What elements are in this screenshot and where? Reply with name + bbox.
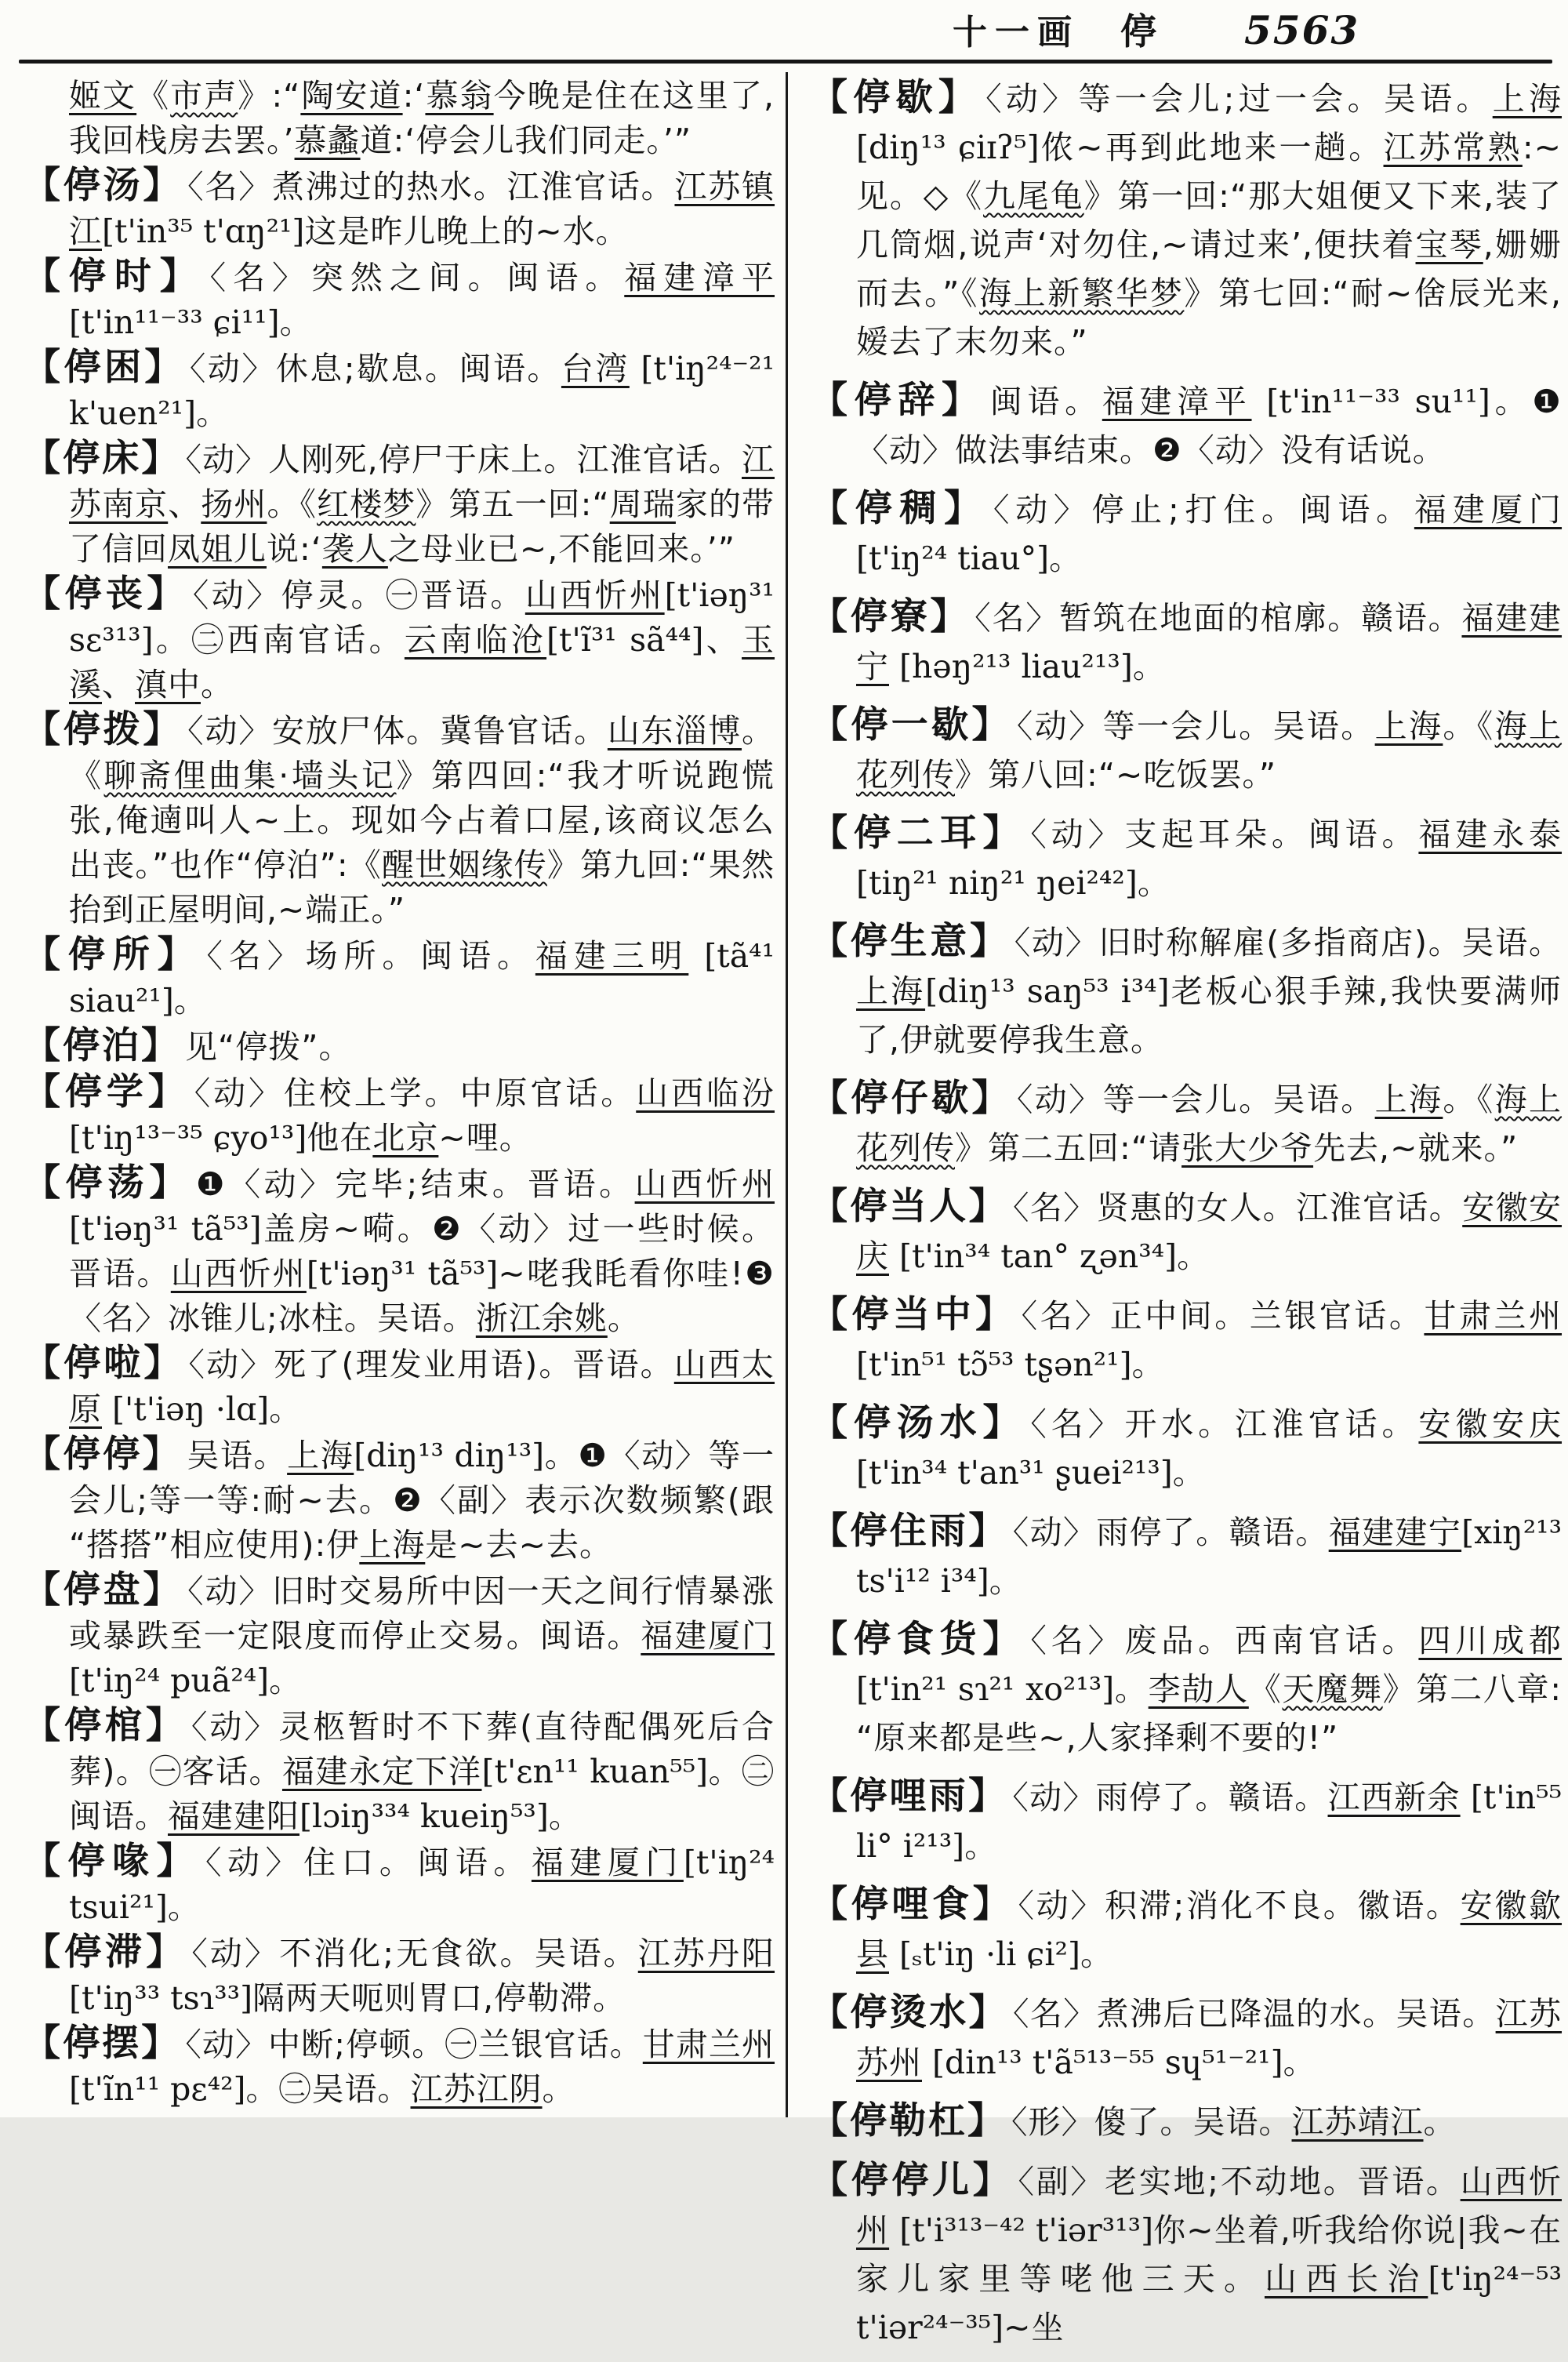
book-title: 醒世姻缘传 <box>381 846 547 884</box>
definition-text: 〈名〉贤惠的女人。江淮官话。 <box>1013 1189 1463 1226</box>
definition-text: 这是昨儿晚上的~水。 <box>304 213 629 250</box>
dict-entry <box>811 1772 1562 1870</box>
definition-text: 闽语。 <box>989 383 1102 420</box>
dict-entry <box>24 707 775 932</box>
definition-text: 。 <box>1132 648 1166 685</box>
proper-noun: 上海 <box>1374 1081 1443 1118</box>
phonetic-transcription: [t'ĩ³¹ sã⁴⁴] <box>546 621 704 659</box>
definition-text: 。❶〈动〉做法事结束。❷〈动〉没有话说。 <box>856 383 1563 469</box>
entry-headword: 【停寮】 <box>811 595 971 638</box>
header-rule <box>19 60 1552 64</box>
definition-text: 。《 <box>1443 1081 1495 1118</box>
proper-noun: 福建建阳 <box>168 1797 299 1835</box>
phonetic-transcription: [tã⁴¹ siau²¹] <box>69 937 775 1019</box>
phonetic-transcription: [t'in¹¹⁻³³ su¹¹] <box>1251 383 1490 420</box>
definition-text: 》第五一回:“ <box>416 485 610 523</box>
definition-text: 〈动〉住校上学。中原官话。 <box>194 1074 637 1112</box>
entry-headword: 【停一歇】 <box>811 703 1012 747</box>
entry-headword: 【停盘】 <box>24 1568 183 1612</box>
proper-noun: 周瑞 <box>609 485 676 523</box>
proper-noun: 台湾 <box>561 350 630 387</box>
dict-entry <box>811 593 1562 691</box>
definition-text: 《 <box>136 77 171 114</box>
definition-text: 〈形〉傻了。吴语。 <box>1011 2103 1292 2141</box>
definition-text: 。 <box>279 303 313 341</box>
proper-noun: 陶安道 <box>300 77 403 114</box>
definition-text: 〈动〉住口。闽语。 <box>205 1844 532 1881</box>
definition-text: 见“停拨”。 <box>185 1028 352 1066</box>
dict-entry <box>24 163 775 254</box>
dict-entry-continuation <box>24 74 775 163</box>
definition-text: 〈副〉老实地;不动地。晋语。 <box>1018 2163 1461 2200</box>
entry-headword: 【停所】 <box>24 933 202 976</box>
proper-noun: 安徽安庆 <box>1418 1405 1563 1443</box>
book-title: 九尾龟 <box>983 177 1084 215</box>
definition-text: 〈动〉安放尸体。冀鲁官话。 <box>187 712 608 750</box>
definition-text: 。 <box>607 1299 641 1337</box>
definition-text: 。㊁西南官话。 <box>153 621 405 659</box>
definition-text: 〈动〉人刚死,停尸于床上。江淮官话。 <box>185 441 742 478</box>
entry-headword: 【停二耳】 <box>811 812 1026 855</box>
definition-text: 〈名〉正中间。兰银官话。 <box>1021 1297 1425 1335</box>
definition-text: ~哩。 <box>438 1119 532 1157</box>
proper-noun: 上海 <box>1492 80 1563 118</box>
dict-entry <box>24 1703 775 1839</box>
definition-text: 先去,~就来。” <box>1313 1129 1519 1167</box>
definition-text: 。 <box>167 1888 201 1926</box>
definition-text: 。 <box>989 1562 1022 1600</box>
entry-headword: 【停食货】 <box>811 1618 1026 1661</box>
proper-noun: 江西新余 <box>1327 1779 1461 1816</box>
definition-text: 。 <box>1423 2103 1457 2141</box>
dict-entry <box>811 485 1562 583</box>
dict-entry <box>24 1432 775 1568</box>
phonetic-transcription: [t'iəŋ³¹ tã⁵³] <box>69 1210 262 1248</box>
dict-entry <box>811 2157 1562 2352</box>
proper-noun: 山西忻州 <box>634 1165 775 1203</box>
proper-noun: 福建漳平 <box>624 259 775 296</box>
definition-text: 。 <box>173 982 207 1019</box>
definition-text: 盖房~嗬。❷〈动〉过一些时候。晋语。 <box>69 1210 775 1292</box>
phonetic-transcription: [xiŋ²¹³ ts'i¹² i³⁴] <box>856 1513 1563 1600</box>
definition-text: 。 <box>1177 1237 1210 1275</box>
entry-headword: 【停停儿】 <box>811 2159 1014 2202</box>
proper-noun: 福建厦门 <box>1414 491 1563 529</box>
phonetic-transcription: [t'iəŋ³¹ tã⁵³] <box>306 1255 499 1292</box>
phonetic-transcription: [t'i³¹³⁻⁴² t'iər³¹³] <box>889 2211 1154 2249</box>
proper-noun: 福建永泰 <box>1418 816 1563 853</box>
entry-headword: 【停勒杠】 <box>811 2099 1007 2142</box>
entry-headword: 【停哩雨】 <box>811 1775 1008 1818</box>
dict-entry <box>24 2021 775 2112</box>
running-head <box>953 3 1359 55</box>
phonetic-transcription: [t'ĩn¹¹ pɛ⁴²] <box>69 2070 246 2108</box>
definition-text: 〈名〉场所。闽语。 <box>206 937 535 975</box>
entry-headword: 【停啦】 <box>24 1342 184 1385</box>
definition-text: 他在 <box>307 1119 373 1157</box>
proper-noun: 四川成都 <box>1418 1622 1563 1659</box>
proper-noun: 上海 <box>287 1437 354 1474</box>
definition-text: 、 <box>703 621 742 659</box>
phonetic-transcription: [həŋ²¹³ liau²¹³] <box>889 648 1133 685</box>
definition-text: 。 <box>196 394 230 432</box>
phonetic-transcription: [t'iŋ²⁴⁻⁵³ t'iər²⁴⁻³⁵] <box>856 2260 1563 2346</box>
dict-entry <box>811 1291 1562 1389</box>
definition-text: ❶〈动〉完毕;结束。晋语。 <box>195 1165 635 1203</box>
dict-entry <box>24 1070 775 1161</box>
definition-text: 。《 <box>69 712 775 794</box>
proper-noun: 扬州 <box>201 485 267 523</box>
entry-headword: 【停困】 <box>24 346 185 389</box>
proper-noun: 山西长治 <box>1264 2260 1428 2298</box>
definition-text: 》第四回:“我才听说跑慌张,俺遖叫人~上。现如今占着口屋,该商议怎么出丧。”也作“停泊”:《 <box>69 757 775 884</box>
dict-entry <box>811 376 1562 474</box>
definition-text: 》第七回:“耐~倽辰光来,嫒去了末勿来。” <box>856 274 1562 361</box>
definition-text: 。 <box>269 1662 303 1699</box>
definition-text: 。 <box>1283 2044 1316 2081</box>
definition-text: 〈动〉雨停了。赣语。 <box>1012 1513 1329 1551</box>
entry-headword: 【停滞】 <box>24 1931 187 1974</box>
dict-entry <box>24 1930 775 2021</box>
proper-noun: 张大少爷 <box>1181 1129 1314 1167</box>
entry-headword: 【停生意】 <box>811 920 1010 963</box>
dict-entry <box>24 932 775 1023</box>
definition-text: 。 <box>1137 864 1171 902</box>
entry-headword: 【停棺】 <box>24 1704 187 1747</box>
entry-headword: 【停仔歇】 <box>811 1077 1012 1120</box>
proper-noun: 甘肃兰州 <box>1424 1297 1563 1335</box>
definition-text: 〈动〉旧时称解雇(多指商店)。吴语。 <box>1014 924 1562 961</box>
proper-noun: 李劼人 <box>1148 1670 1249 1708</box>
phonetic-transcription: [t'in⁵¹ tɔ̃⁵³ tʂən²¹] <box>856 1346 1132 1383</box>
proper-noun: 上海 <box>856 972 926 1010</box>
dict-entry <box>24 572 775 707</box>
proper-noun: 北京 <box>372 1119 439 1157</box>
proper-noun: 山西太原 <box>69 1346 775 1428</box>
proper-noun: 江苏丹阳 <box>637 1935 775 1972</box>
definition-text: 。 <box>269 1390 303 1428</box>
dict-entry <box>24 1839 775 1930</box>
proper-noun: 福建漳平 <box>1102 383 1252 420</box>
dict-entry <box>24 1161 775 1341</box>
running-head-section: 十一画 <box>953 13 1080 53</box>
proper-noun: 福建厦门 <box>641 1617 775 1655</box>
definition-text: 》第二八章:“原来都是些~,人家择剩不要的!” <box>856 1670 1563 1757</box>
proper-noun: 姬文 <box>69 77 137 114</box>
proper-noun: 上海 <box>1374 707 1443 745</box>
definition-text: 说:‘ <box>267 530 322 568</box>
entry-headword: 【停喙】 <box>24 1840 201 1883</box>
definition-text: 之母业已~,不能回来。’” <box>387 530 736 568</box>
entry-headword: 【停当人】 <box>811 1185 1009 1228</box>
proper-noun: 安徽歙县 <box>856 1887 1563 1973</box>
definition-text: 〈名〉废品。西南官话。 <box>1030 1622 1419 1659</box>
dict-entry <box>24 254 775 345</box>
definition-text: 》第八回:“~吃饭罢。” <box>955 756 1277 794</box>
running-head-character: 停 <box>1120 10 1156 53</box>
definition-text: :~见。◇《 <box>856 129 1563 215</box>
proper-noun: 山西忻州 <box>856 2163 1563 2249</box>
dict-entry <box>811 1881 1562 1979</box>
dict-entry <box>811 1989 1562 2087</box>
proper-noun: 福建厦门 <box>531 1844 684 1881</box>
dict-entry <box>24 345 775 436</box>
definition-text: 〈动〉不消化;无食欲。吴语。 <box>191 1935 638 1972</box>
definition-text: 。❶〈动〉等一会儿;等一等:耐~去。❷〈副〉表示次数频繁(跟“搭搭”相应使用):伊 <box>69 1437 775 1564</box>
definition-text: 。㊁吴语。 <box>245 2070 411 2108</box>
definition-text: 。 <box>1080 1935 1113 1973</box>
definition-text: 今晚是住在这里了,我回栈房去罢。’ <box>69 77 775 159</box>
definition-text: 》:“ <box>238 77 301 114</box>
definition-text: 《 <box>1248 1670 1283 1708</box>
definition-text: 是~去~去。 <box>425 1526 613 1564</box>
dict-entry <box>811 1074 1562 1172</box>
definition-text: 道:‘停会儿我们同走。’” <box>360 122 692 159</box>
definition-text: ,姗姗而去。”《 <box>856 226 1563 312</box>
definition-text: 〈动〉中断;停顿。㊀兰银官话。 <box>185 2026 643 2063</box>
entry-headword: 【停学】 <box>24 1070 190 1114</box>
definition-text: 》第二五回:“请 <box>955 1129 1182 1167</box>
phonetic-transcription: [t'iŋ²⁴ tiau°] <box>856 540 1050 577</box>
entry-headword: 【停时】 <box>24 255 205 298</box>
definition-text: 。 <box>1049 540 1083 577</box>
entry-headword: 【停床】 <box>24 437 181 480</box>
entry-headword: 【停丧】 <box>24 572 188 616</box>
definition-text: 老板心狠手辣,我快要满师了,伊就要停我生意。 <box>856 972 1562 1059</box>
entry-headword: 【停停】 <box>24 1433 183 1476</box>
proper-noun: 江苏南京 <box>69 441 775 523</box>
proper-noun: 浙江余姚 <box>475 1299 608 1337</box>
book-title: 海上花列传 <box>856 1081 1563 1167</box>
definition-text: 。《 <box>267 485 318 523</box>
definition-text: ~咾我眊看你哇!❸〈名〉冰锥儿;冰柱。吴语。 <box>69 1255 775 1337</box>
definition-text: 〈名〉煮沸过的热水。江淮官话。 <box>187 168 675 205</box>
book-title: 天魔舞 <box>1282 1670 1383 1708</box>
entry-headword: 【停当中】 <box>811 1293 1017 1336</box>
entry-headword: 【停泊】 <box>24 1024 180 1067</box>
definition-text: 。 <box>964 1827 998 1865</box>
definition-text: 》第一回:“那大姐便又下来,装了几筒烟,说声‘对勿住,~请过来’,便扶着 <box>856 177 1562 263</box>
proper-noun: 宝琴 <box>1415 226 1483 263</box>
proper-noun: 江苏苏州 <box>856 1995 1563 2081</box>
definition-text: 隔两天呃则胃口,停勒滞。 <box>252 1979 626 2017</box>
proper-noun: 福建建宁 <box>856 599 1563 685</box>
book-title: 聊斋俚曲集·墙头记 <box>103 757 397 794</box>
phonetic-transcription: [t'in¹¹⁻³³ ɕi¹¹] <box>69 303 280 341</box>
phonetic-transcription: [t'iŋ²⁴⁻²¹ k'uen²¹] <box>69 350 775 432</box>
definition-text: 吴语。 <box>187 1437 288 1474</box>
entry-headword: 【停辞】 <box>811 379 985 422</box>
definition-text: 〈动〉等一会儿。吴语。 <box>1016 1081 1375 1118</box>
dict-entry <box>811 1183 1562 1281</box>
proper-noun: 江苏靖江 <box>1291 2103 1424 2141</box>
dict-entry <box>811 1507 1562 1605</box>
definition-text: 〈动〉旧时交易所中因一天之间行情暴涨或暴跌至一定限度而停止交易。闽语。 <box>69 1572 775 1655</box>
phonetic-transcription: [lɔiŋ³³⁴ kueiŋ⁵³] <box>299 1797 549 1835</box>
entry-headword: 【停荡】 <box>24 1161 191 1205</box>
phonetic-transcription: [t'iŋ²⁴ puã²⁴] <box>69 1662 270 1699</box>
phonetic-transcription: [t'ɛn¹¹ kuan⁵⁵] <box>481 1753 709 1790</box>
proper-noun: 山西临汾 <box>636 1074 775 1112</box>
dict-entry <box>811 2097 1562 2146</box>
definition-text: 〈动〉积滞;消化不良。徽语。 <box>1018 1887 1461 1924</box>
definition-text: 〈动〉等一会儿。吴语。 <box>1016 707 1375 745</box>
definition-text: 、 <box>102 666 135 703</box>
entry-headword: 【停摆】 <box>24 2022 181 2065</box>
phonetic-transcription: [t'in²¹ sɿ²¹ xo²¹³] <box>856 1670 1115 1708</box>
definition-text: 侬~再到此地来一趟。 <box>1039 129 1384 166</box>
dict-entry <box>811 1615 1562 1762</box>
definition-text: 家的带了信回 <box>69 485 775 568</box>
phonetic-transcription: [t'iŋ²⁴ tsui²¹] <box>69 1844 775 1926</box>
proper-noun: 福建三明 <box>535 937 689 975</box>
entry-headword: 【停住雨】 <box>811 1510 1008 1553</box>
phonetic-transcription: [t'in³⁴ t'an³¹ ʂuei²¹³] <box>856 1454 1173 1492</box>
dict-entry <box>811 809 1562 907</box>
page-number: 5563 <box>1244 7 1360 53</box>
proper-noun: 慕翁 <box>425 77 494 114</box>
dict-entry <box>24 436 775 572</box>
dict-entry <box>811 701 1562 799</box>
proper-noun: 云南临沧 <box>404 621 547 659</box>
definition-text: ~坐 <box>1004 2309 1065 2346</box>
proper-noun: 江苏江阴 <box>410 2070 543 2108</box>
definition-text: 〈动〉支起耳朵。闽语。 <box>1030 816 1419 853</box>
definition-text: 。㊁闽语。 <box>69 1753 775 1835</box>
phonetic-transcription: [t'iŋ³³ tsɿ³³] <box>69 1979 253 2017</box>
definition-text: 〈名〉突然之间。闽语。 <box>209 259 625 296</box>
definition-text: 〈动〉灵柩暂时不下葬(直待配偶死后合葬)。㊀客话。 <box>69 1708 775 1790</box>
definition-text: 你~坐着,听我给你说|我~在家儿家里等咾他三天。 <box>856 2211 1562 2298</box>
definition-text: 、 <box>168 485 201 523</box>
proper-noun: 安徽安庆 <box>856 1189 1563 1275</box>
dict-entry <box>811 918 1562 1064</box>
phonetic-transcription: [diŋ¹³ saŋ⁵³ i³⁴] <box>925 972 1170 1010</box>
phonetic-transcription: [t'in³⁴ tan° ʐən³⁴] <box>889 1237 1178 1275</box>
proper-noun: 山西忻州 <box>170 1255 307 1292</box>
phonetic-transcription: [t'iŋ¹³⁻³⁵ ɕyo¹³] <box>69 1119 307 1157</box>
left-column <box>24 74 775 2112</box>
definition-text: 》第九回:“果然抬到正屋明间,~端正。” <box>69 846 775 928</box>
phonetic-transcription: [t'in³⁵ t'ɑŋ²¹] <box>102 213 305 250</box>
proper-noun: 山东淄博 <box>607 712 742 750</box>
proper-noun: 上海 <box>359 1526 426 1564</box>
proper-noun: 福建建宁 <box>1328 1513 1462 1551</box>
definition-text: 〈动〉等一会儿;过一会。吴语。 <box>985 80 1493 118</box>
entry-headword: 【停哩食】 <box>811 1883 1014 1926</box>
right-column <box>811 74 1562 2362</box>
phonetic-transcription: [ₛt'iŋ ·li ɕi²] <box>889 1935 1080 1973</box>
entry-headword: 【停汤水】 <box>811 1401 1026 1444</box>
proper-noun: 江苏镇江 <box>69 168 775 250</box>
definition-text: 。 <box>201 666 234 703</box>
phonetic-transcription: [t'iəŋ³¹ sɛ³¹³] <box>69 576 775 659</box>
definition-text: 〈动〉休息;歇息。闽语。 <box>189 350 561 387</box>
dict-entry <box>24 1341 775 1432</box>
proper-noun: 滇中 <box>135 666 201 703</box>
definition-text: 〈名〉暂筑在地面的棺廓。赣语。 <box>975 599 1462 637</box>
book-title: 海上新繁华梦 <box>979 274 1185 312</box>
phonetic-transcription: [diŋ¹³ ɕiɪʔ⁵] <box>856 129 1040 166</box>
phonetic-transcription: ['t'iəŋ ·lɑ] <box>102 1390 270 1428</box>
entry-headword: 【停烫水】 <box>811 1991 1009 2034</box>
phonetic-transcription: [diŋ¹³ diŋ¹³] <box>354 1437 545 1474</box>
definition-text: 。《 <box>1443 707 1495 745</box>
phonetic-transcription: [t'in⁵⁵ li° i²¹³] <box>856 1779 1563 1865</box>
dict-entry <box>24 1023 775 1070</box>
phonetic-transcription: [tiŋ²¹ niŋ²¹ ŋei²⁴²] <box>856 864 1138 902</box>
definition-text: 〈名〉开水。江淮官话。 <box>1030 1405 1419 1443</box>
definition-text: 〈动〉雨停了。赣语。 <box>1012 1779 1328 1816</box>
proper-noun: 凤姐儿 <box>168 530 267 568</box>
definition-text: 。 <box>1114 1670 1149 1708</box>
definition-text: 。 <box>542 2070 575 2108</box>
phonetic-transcription: [din¹³ t'ã⁵¹³⁻⁵⁵ sɥ⁵¹⁻²¹] <box>922 2044 1283 2081</box>
entry-headword: 【停汤】 <box>24 164 183 207</box>
proper-noun: 江苏常熟 <box>1383 129 1523 166</box>
entry-headword: 【停拨】 <box>24 708 183 751</box>
proper-noun: 玉溪 <box>69 621 775 703</box>
proper-noun: 甘肃兰州 <box>642 2026 775 2063</box>
column-divider <box>786 72 788 2117</box>
proper-noun: 袭人 <box>321 530 388 568</box>
definition-text: 〈名〉煮沸后已降温的水。吴语。 <box>1013 1995 1496 2033</box>
book-title: 海上花列传 <box>856 707 1563 794</box>
dict-entry <box>24 1568 775 1703</box>
entry-headword: 【停稠】 <box>811 487 989 530</box>
book-title: 市声 <box>170 77 238 114</box>
book-title: 红楼梦 <box>317 485 416 523</box>
definition-text: :‘ <box>402 77 426 114</box>
definition-text: 。 <box>548 1797 582 1835</box>
definition-text: 。 <box>1131 1346 1165 1383</box>
proper-noun: 慕蠡 <box>294 122 361 159</box>
definition-text: 〈动〉死了(理发业用语)。晋语。 <box>188 1346 674 1383</box>
proper-noun: 福建永定下洋 <box>281 1753 482 1790</box>
proper-noun: 山西忻州 <box>524 576 665 614</box>
definition-text: 〈动〉停灵。㊀晋语。 <box>192 576 525 614</box>
dict-entry <box>811 74 1562 366</box>
definition-text: 。 <box>1172 1454 1206 1492</box>
dict-entry <box>811 1399 1562 1497</box>
definition-text: 〈动〉停止;打住。闽语。 <box>993 491 1414 529</box>
entry-headword: 【停歇】 <box>811 76 982 119</box>
